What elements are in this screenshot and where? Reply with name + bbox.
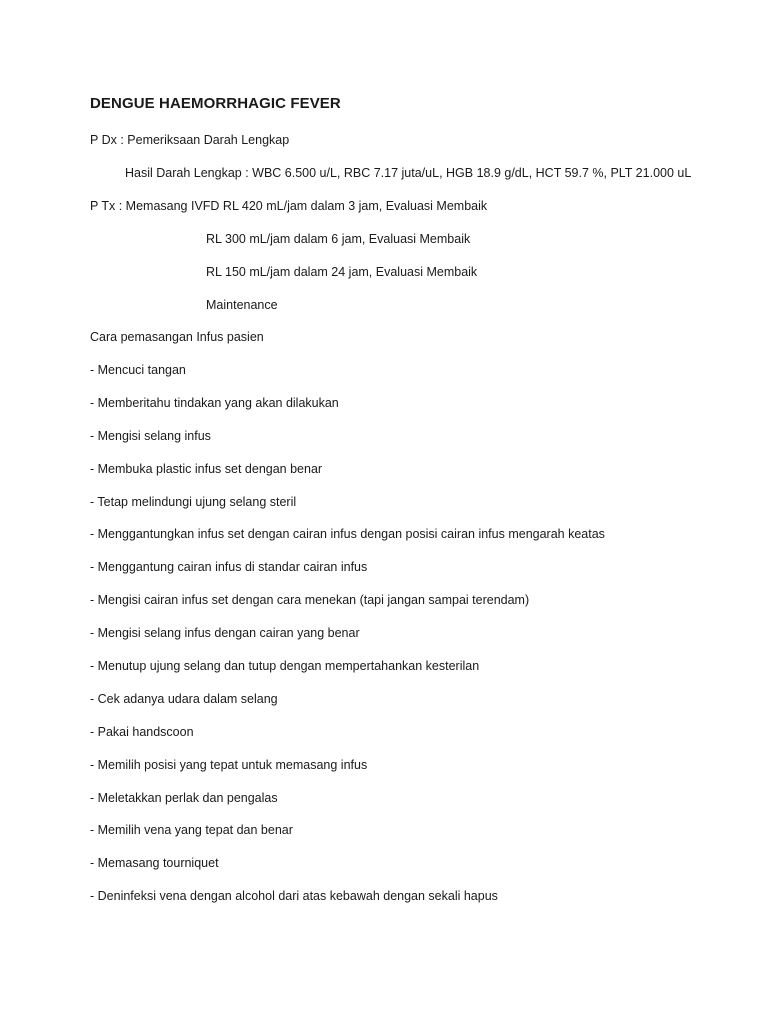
list-item: - Tetap melindungi ujung selang steril	[90, 494, 297, 509]
therapy-plan: P Tx : Memasang IVFD RL 420 mL/jam dalam 3 jam, Evaluasi Membaik	[90, 199, 488, 213]
list-item: - Pakai handscoon	[90, 724, 194, 739]
list-item: - Memberitahu tindakan yang akan dilakukan	[90, 395, 339, 410]
document-title: DENGUE HAEMORRHAGIC FEVER	[90, 95, 341, 112]
list-item: - Menggantungkan infus set dengan cairan infus dengan posisi cairan infus mengarah keatas	[90, 527, 605, 542]
list-item: - Cek adanya udara dalam selang	[90, 691, 278, 706]
list-item: - Memilih vena yang tepat dan benar	[90, 823, 293, 838]
list-item: - Mengisi selang infus	[90, 428, 211, 443]
procedure-heading: Cara pemasangan Infus pasien	[90, 330, 264, 344]
therapy-step-2: RL 300 mL/jam dalam 6 jam, Evaluasi Membaik	[206, 232, 471, 246]
therapy-step-4: Maintenance	[206, 298, 278, 312]
therapy-step-3: RL 150 mL/jam dalam 24 jam, Evaluasi Membaik	[206, 265, 478, 279]
list-item: - Mengisi selang infus dengan cairan yang benar	[90, 626, 360, 641]
list-item: - Menutup ujung selang dan tutup dengan mempertahankan kesterilan	[90, 659, 480, 674]
list-item: - Memilih posisi yang tepat untuk memasang infus	[90, 757, 368, 772]
procedure-steps-list	[90, 362, 605, 921]
list-item: - Mencuci tangan	[90, 363, 186, 377]
list-item: - Deninfeksi vena dengan alcohol dari atas kebawah dengan sekali hapus	[90, 889, 498, 904]
list-item: - Meletakkan perlak dan pengalas	[90, 790, 278, 805]
list-item: - Menggantung cairan infus di standar cairan infus	[90, 560, 368, 575]
lab-result-line: Hasil Darah Lengkap : WBC 6.500 u/L, RBC 7.17 juta/uL, HGB 18.9 g/dL, HCT 59.7 %, PLT 21.000 uL	[125, 166, 692, 180]
list-item: - Membuka plastic infus set dengan benar	[90, 461, 323, 476]
diagnosis-plan: P Dx : Pemeriksaan Darah Lengkap	[90, 133, 290, 147]
list-item: - Memasang tourniquet	[90, 856, 219, 871]
list-item: - Mengisi cairan infus set dengan cara menekan (tapi jangan sampai terendam)	[90, 593, 530, 608]
